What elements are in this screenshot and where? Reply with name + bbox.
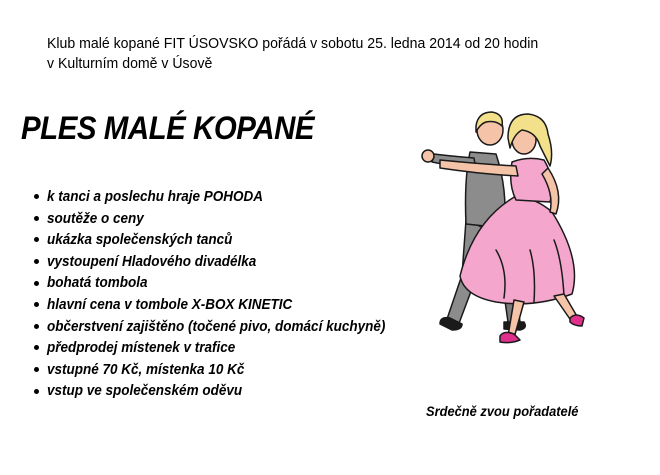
woman-shoe-right xyxy=(570,315,584,326)
list-item xyxy=(34,208,423,230)
intro-line-1: Klub malé kopané FIT ÚSOVSKO pořádá v sobotu 25. ledna 2014 od 20 hodin xyxy=(47,35,539,52)
list-item-text: předprodej místenek v trafice xyxy=(47,339,236,357)
list-item-text: vstup ve společenském oděvu xyxy=(47,382,243,400)
event-intro xyxy=(47,34,592,74)
list-item xyxy=(34,186,423,208)
list-item xyxy=(34,229,423,251)
list-item-text: ukázka společenských tanců xyxy=(47,231,233,249)
list-item xyxy=(34,251,423,273)
list-item xyxy=(34,272,423,294)
bullet-icon xyxy=(34,194,39,199)
list-item-text: k tanci a poslechu hraje POHODA xyxy=(47,188,264,205)
bullet-icon xyxy=(34,389,39,394)
list-item-text: hlavní cena v tombole X-BOX KINETIC xyxy=(47,295,293,313)
list-item xyxy=(34,294,423,316)
list-item-text: bohatá tombola xyxy=(47,274,148,292)
dancing-couple-illustration xyxy=(404,100,604,350)
list-item-text: soutěže o ceny xyxy=(47,209,144,227)
list-item xyxy=(34,337,423,359)
page-title: PLES MALÉ KOPANÉ xyxy=(21,110,315,146)
bullet-icon xyxy=(34,324,39,329)
list-item xyxy=(34,359,423,381)
intro-line-2: v Kulturním domě v Úsově xyxy=(47,55,213,72)
bullet-icon xyxy=(34,302,39,307)
closing-signature: Srdečně zvou pořadatelé xyxy=(426,403,579,419)
bullet-icon xyxy=(34,281,39,286)
bullet-icon xyxy=(34,345,39,350)
list-item xyxy=(34,316,423,338)
list-item-text: vstupné 70 Kč, místenka 10 Kč xyxy=(47,360,245,378)
woman-shoe-left xyxy=(500,332,520,342)
program-list xyxy=(34,186,423,402)
list-item-text: vystoupení Hladového divadélka xyxy=(47,252,257,270)
list-item-text: občerstvení zajištěno (točené pivo, domácí kuchyně) xyxy=(47,317,386,335)
bullet-icon xyxy=(34,259,39,264)
bullet-icon xyxy=(34,367,39,372)
list-item xyxy=(34,380,423,402)
man-hand xyxy=(422,150,434,162)
bullet-icon xyxy=(34,237,39,242)
bullet-icon xyxy=(34,216,39,221)
